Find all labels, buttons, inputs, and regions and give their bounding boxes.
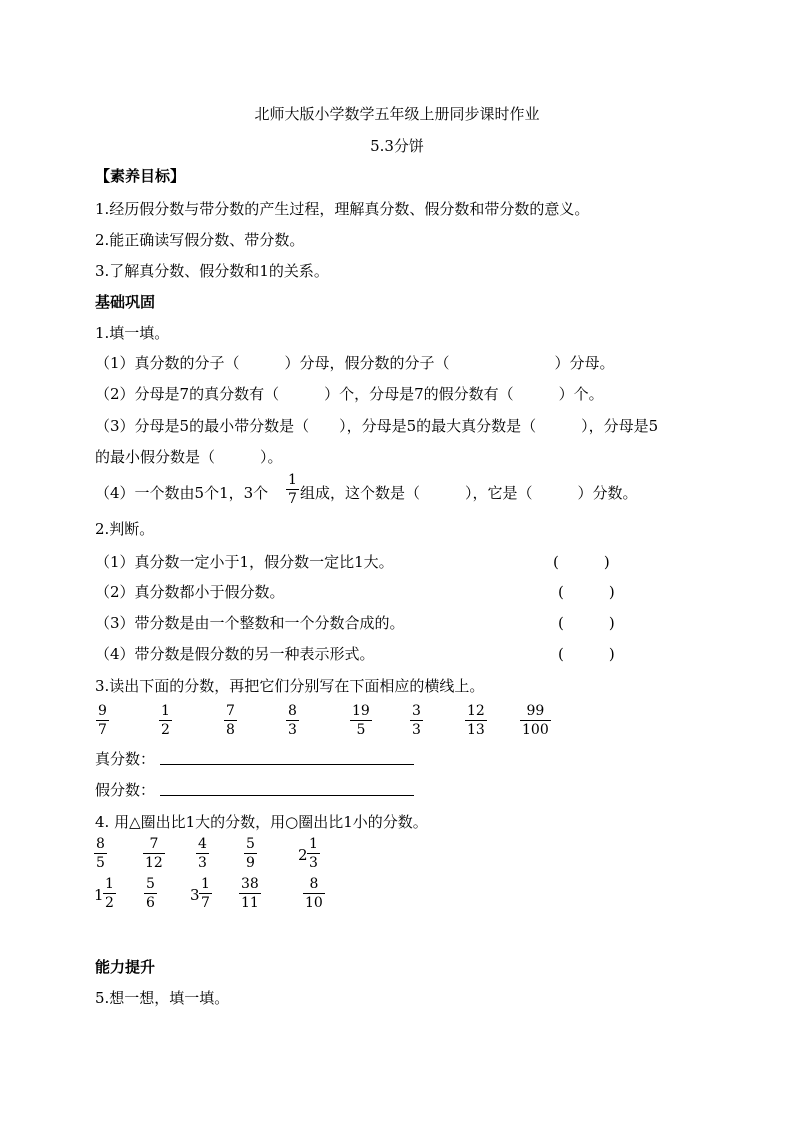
q3-fraction: 9 7 bbox=[98, 703, 107, 738]
advance-heading: 能力提升 bbox=[95, 958, 156, 976]
page-title: 北师大版小学数学五年级上册同步课时作业 bbox=[254, 105, 540, 123]
q4-fraction: 4 3 bbox=[198, 836, 207, 871]
q4-fraction: 8 10 bbox=[305, 876, 323, 911]
q4-fraction: 8 5 bbox=[96, 836, 105, 871]
q3-fraction: 12 13 bbox=[467, 703, 485, 738]
q2-title: 2.判断。 bbox=[95, 520, 155, 538]
q1-line3b: 的最小假分数是（ ）。 bbox=[95, 448, 283, 466]
q3-fraction: 7 8 bbox=[226, 703, 235, 738]
q3-fraction: 19 5 bbox=[352, 703, 370, 738]
q4-mixed-whole: 2 bbox=[298, 846, 308, 864]
basics-heading: 基础巩固 bbox=[95, 293, 156, 311]
goals-heading: 【素养目标】 bbox=[95, 167, 186, 185]
improper-label: 假分数： bbox=[95, 781, 156, 799]
proper-answer-line[interactable] bbox=[160, 764, 414, 765]
q5-title: 5.想一想，填一填。 bbox=[95, 989, 230, 1007]
q2-item: （1）真分数一定小于1，假分数一定比1大。 bbox=[95, 553, 394, 571]
q1-fraction: 1 7 bbox=[288, 472, 297, 507]
goal-item: 3.了解真分数、假分数和1的关系。 bbox=[95, 262, 329, 280]
q4-fraction: 5 6 bbox=[146, 876, 155, 911]
q1-line1: （1）真分数的分子（ ）分母，假分数的分子（ ）分母。 bbox=[95, 354, 615, 372]
q1-line3a: （3）分母是5的最小带分数是（ ），分母是5的最大真分数是（ ），分母是5 bbox=[95, 417, 659, 435]
q2-answer-paren: ( ) bbox=[558, 645, 615, 663]
proper-label: 真分数： bbox=[95, 750, 156, 768]
q2-item: （4）带分数是假分数的另一种表示形式。 bbox=[95, 645, 375, 663]
q2-item: （3）带分数是由一个整数和一个分数合成的。 bbox=[95, 614, 405, 632]
q4-title: 4. 用△圈出比1大的分数，用○圈出比1小的分数。 bbox=[95, 813, 428, 831]
q1-line4a: （4）一个数由5个1，3个 bbox=[95, 484, 269, 502]
q3-fraction: 3 3 bbox=[412, 703, 421, 738]
q3-fraction: 99 100 bbox=[522, 703, 549, 738]
q3-fraction: 1 2 bbox=[161, 703, 170, 738]
q4-fraction: 5 9 bbox=[246, 836, 255, 871]
q3-fraction: 8 3 bbox=[288, 703, 297, 738]
q3-title: 3.读出下面的分数，再把它们分别写在下面相应的横线上。 bbox=[95, 677, 485, 695]
q1-title: 1.填一填。 bbox=[95, 324, 170, 342]
q2-item: （2）真分数都小于假分数。 bbox=[95, 583, 285, 601]
q1-line4b: 组成，这个数是（ ），它是（ ）分数。 bbox=[300, 484, 638, 502]
q2-answer-paren: ( ) bbox=[558, 583, 615, 601]
q4-fraction: 7 12 bbox=[145, 836, 163, 871]
goal-item: 2.能正确读写假分数、带分数。 bbox=[95, 231, 305, 249]
improper-answer-line[interactable] bbox=[160, 795, 414, 796]
q4-fraction: 38 11 bbox=[241, 876, 259, 911]
q4-mixed-whole: 3 bbox=[190, 886, 200, 904]
q4-mixed-fraction: 1 7 bbox=[201, 876, 210, 911]
q4-mixed-fraction: 1 2 bbox=[105, 876, 114, 911]
q4-mixed-whole: 1 bbox=[94, 886, 104, 904]
q2-answer-paren: ( ) bbox=[558, 614, 615, 632]
page-subtitle: 5.3分饼 bbox=[370, 137, 424, 155]
goal-item: 1.经历假分数与带分数的产生过程，理解真分数、假分数和带分数的意义。 bbox=[95, 200, 590, 218]
q4-mixed-fraction: 1 3 bbox=[309, 836, 318, 871]
q1-line2: （2）分母是7的真分数有（ ）个，分母是7的假分数有（ ）个。 bbox=[95, 385, 604, 403]
q2-answer-paren: ( ) bbox=[553, 553, 610, 571]
